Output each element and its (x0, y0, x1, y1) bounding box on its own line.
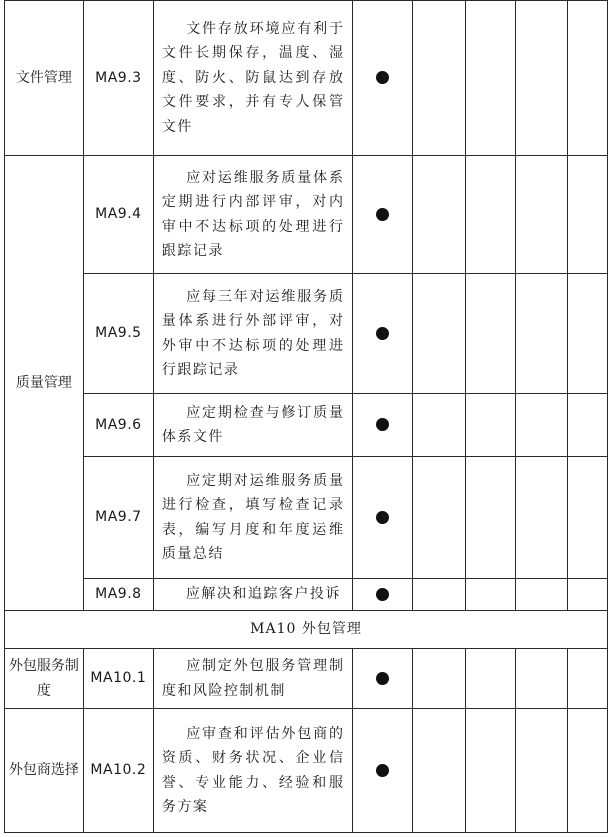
category-cell: 质量管理 (5, 156, 84, 611)
code-cell: MA9.8 (83, 579, 153, 611)
empty-cell (413, 457, 466, 579)
table-row (5, 649, 608, 709)
requirement-text: 应制定外包服务管理制度和风险控制机制 (161, 658, 345, 699)
category-cell: 外包服务制度 (5, 649, 84, 709)
empty-cell (568, 709, 608, 833)
requirement-text: 应每三年对运维服务质量体系进行外部评审，对外审中不达标项的处理进行跟踪记录 (161, 288, 345, 378)
empty-cell (516, 649, 568, 709)
mark-cell (353, 1, 413, 156)
empty-cell (516, 579, 568, 611)
empty-cell (568, 457, 608, 579)
empty-cell (568, 579, 608, 611)
empty-cell (466, 579, 516, 611)
code-cell: MA9.3 (83, 1, 153, 156)
code-cell: MA10.2 (83, 709, 153, 833)
filled-dot-icon (376, 418, 389, 431)
empty-cell (516, 156, 568, 274)
table-row (5, 579, 608, 611)
empty-cell (466, 457, 516, 579)
empty-cell (413, 394, 466, 457)
filled-dot-icon (376, 588, 389, 601)
code-cell: MA9.6 (83, 394, 153, 457)
empty-cell (568, 274, 608, 394)
code-cell: MA9.4 (83, 156, 153, 274)
requirements-table (4, 0, 608, 833)
empty-cell (413, 1, 466, 156)
empty-cell (413, 579, 466, 611)
table-row (5, 274, 608, 394)
table-row (5, 1, 608, 156)
requirement-text: 应定期检查与修订质量体系文件 (161, 404, 345, 445)
requirement-text: 应对运维服务质量体系定期进行内部评审，对内审中不达标项的处理进行跟踪记录 (161, 169, 345, 259)
requirement-cell (153, 1, 353, 156)
section-title: MA10 外包管理 (5, 611, 608, 649)
empty-cell (466, 649, 516, 709)
empty-cell (516, 709, 568, 833)
empty-cell (568, 649, 608, 709)
filled-dot-icon (376, 208, 389, 221)
requirement-cell (153, 649, 353, 709)
empty-cell (413, 649, 466, 709)
category-cell: 外包商选择 (5, 709, 84, 833)
requirement-text: 应解决和追踪客户投诉 (185, 586, 341, 603)
requirement-text: 应定期对运维服务质量进行检查，填写检查记录表，编写月度和年度运维质量总结 (161, 472, 345, 562)
mark-cell (353, 579, 413, 611)
empty-cell (516, 457, 568, 579)
filled-dot-icon (376, 764, 389, 777)
table-row (5, 709, 608, 833)
empty-cell (466, 394, 516, 457)
filled-dot-icon (376, 511, 389, 524)
empty-cell (413, 156, 466, 274)
filled-dot-icon (376, 327, 389, 340)
mark-cell (353, 156, 413, 274)
empty-cell (466, 156, 516, 274)
table-row (5, 394, 608, 457)
mark-cell (353, 274, 413, 394)
category-cell: 文件管理 (5, 1, 84, 156)
section-header-row (5, 611, 608, 649)
code-cell: MA9.5 (83, 274, 153, 394)
mark-cell (353, 649, 413, 709)
code-cell: MA10.1 (83, 649, 153, 709)
empty-cell (516, 394, 568, 457)
requirement-text: 应审查和评估外包商的资质、财务状况、企业信誉、专业能力、经验和服务方案 (161, 725, 345, 815)
requirement-cell (153, 457, 353, 579)
mark-cell (353, 394, 413, 457)
mark-cell (353, 457, 413, 579)
filled-dot-icon (376, 672, 389, 685)
empty-cell (466, 274, 516, 394)
requirement-cell (153, 579, 353, 611)
empty-cell (516, 1, 568, 156)
requirement-cell (153, 709, 353, 833)
empty-cell (516, 274, 568, 394)
requirement-cell (153, 394, 353, 457)
code-cell: MA9.7 (83, 457, 153, 579)
requirement-text: 文件存放环境应有利于文件长期保存，温度、湿度、防火、防鼠达到存放文件要求，并有专人保管文件 (161, 20, 345, 135)
empty-cell (413, 274, 466, 394)
mark-cell (353, 709, 413, 833)
requirement-cell (153, 156, 353, 274)
empty-cell (568, 1, 608, 156)
filled-dot-icon (376, 71, 389, 84)
requirement-cell (153, 274, 353, 394)
table-row (5, 156, 608, 274)
empty-cell (466, 709, 516, 833)
empty-cell (568, 394, 608, 457)
table-row (5, 457, 608, 579)
empty-cell (466, 1, 516, 156)
empty-cell (413, 709, 466, 833)
empty-cell (568, 156, 608, 274)
